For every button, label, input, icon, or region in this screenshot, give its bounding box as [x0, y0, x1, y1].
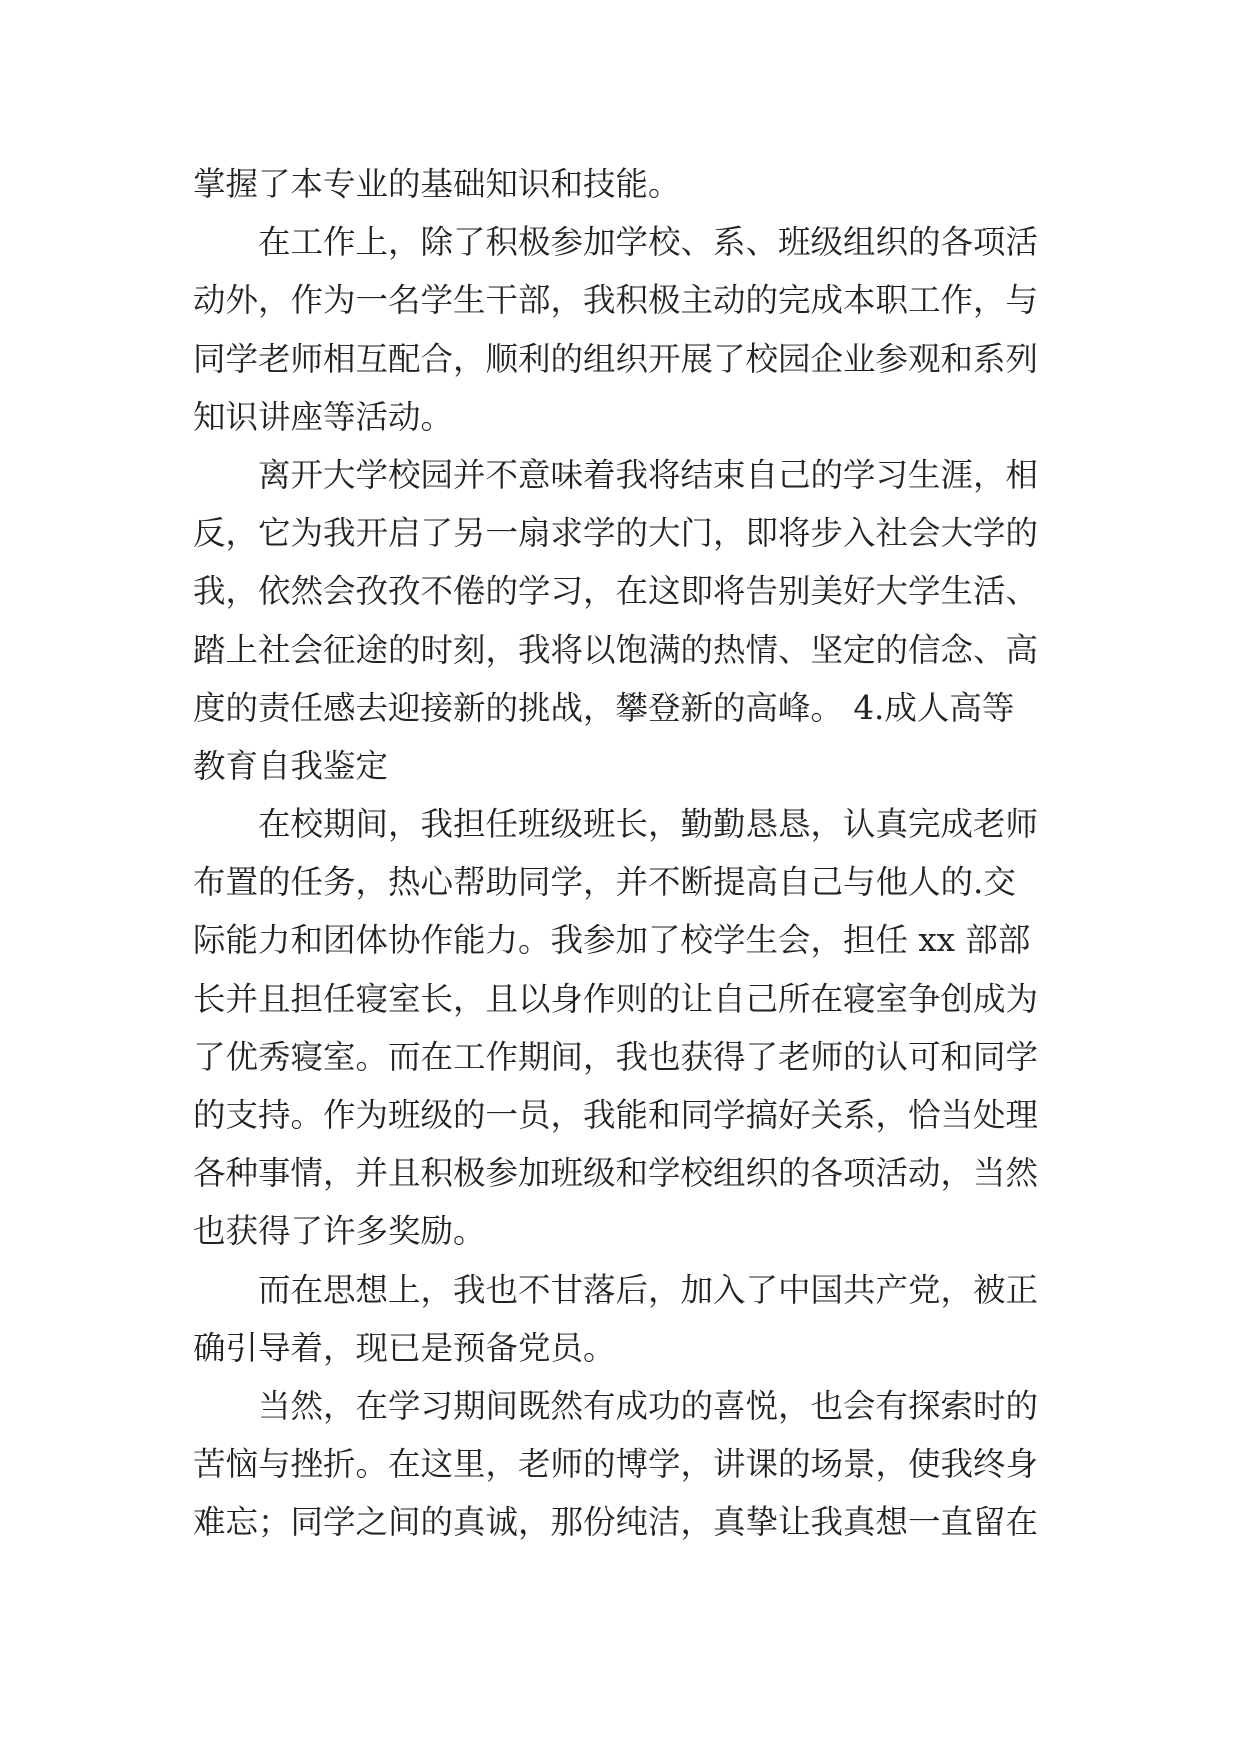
text-line: 了优秀寝室。而在工作期间，我也获得了老师的认可和同学	[193, 1037, 1039, 1076]
text-line: 度的责任感去迎接新的挑战，攀登新的高峰。 4.成人高等	[193, 688, 1015, 727]
text-line: 长并且担任寝室长，且以身作则的让自己所在寝室争创成为	[193, 979, 1039, 1018]
text-line: 离开大学校园并不意味着我将结束自己的学习生涯，相	[258, 455, 1039, 494]
text-line: 布置的任务，热心帮助同学，并不断提高自己与他人的.交	[193, 863, 1016, 902]
text-line: 而在思想上，我也不甘落后，加入了中国共产党，被正	[258, 1270, 1039, 1309]
text-line: 确引导着，现已是预备党员。	[193, 1328, 616, 1367]
text-line: 教育自我鉴定	[193, 746, 389, 785]
text-line: 反，它为我开启了另一扇求学的大门，即将步入社会大学的	[193, 514, 1039, 553]
text-line: 际能力和团体协作能力。我参加了校学生会，担任 xx 部部	[193, 921, 1031, 960]
text-line: 当然，在学习期间既然有成功的喜悦，也会有探索时的	[258, 1386, 1039, 1425]
text-line: 苦恼与挫折。在这里，老师的博学，讲课的场景，使我终身	[193, 1445, 1039, 1484]
text-line: 知识讲座等活动。	[193, 397, 454, 436]
text-line: 在校期间，我担任班级班长，勤勤恳恳，认真完成老师	[258, 805, 1039, 844]
text-line: 我，依然会孜孜不倦的学习，在这即将告别美好大学生活、	[193, 572, 1039, 611]
text-line: 也获得了许多奖励。	[193, 1212, 486, 1251]
text-line: 同学老师相互配合，顺利的组织开展了校园企业参观和系列	[193, 339, 1039, 378]
text-line: 各种事情，并且积极参加班级和学校组织的各项活动，当然	[193, 1154, 1039, 1193]
document-body	[193, 155, 1053, 1552]
text-line: 难忘；同学之间的真诚，那份纯洁，真挚让我真想一直留在	[193, 1503, 1039, 1542]
text-line: 在工作上，除了积极参加学校、系、班级组织的各项活	[258, 223, 1039, 262]
text-line: 的支持。作为班级的一员，我能和同学搞好关系，恰当处理	[193, 1096, 1039, 1134]
text-line: 踏上社会征途的时刻，我将以饱满的热情、坚定的信念、高	[193, 630, 1039, 669]
text-line: 掌握了本专业的基础知识和技能。	[193, 165, 681, 203]
text-line: 动外，作为一名学生干部，我积极主动的完成本职工作，与	[193, 281, 1039, 320]
